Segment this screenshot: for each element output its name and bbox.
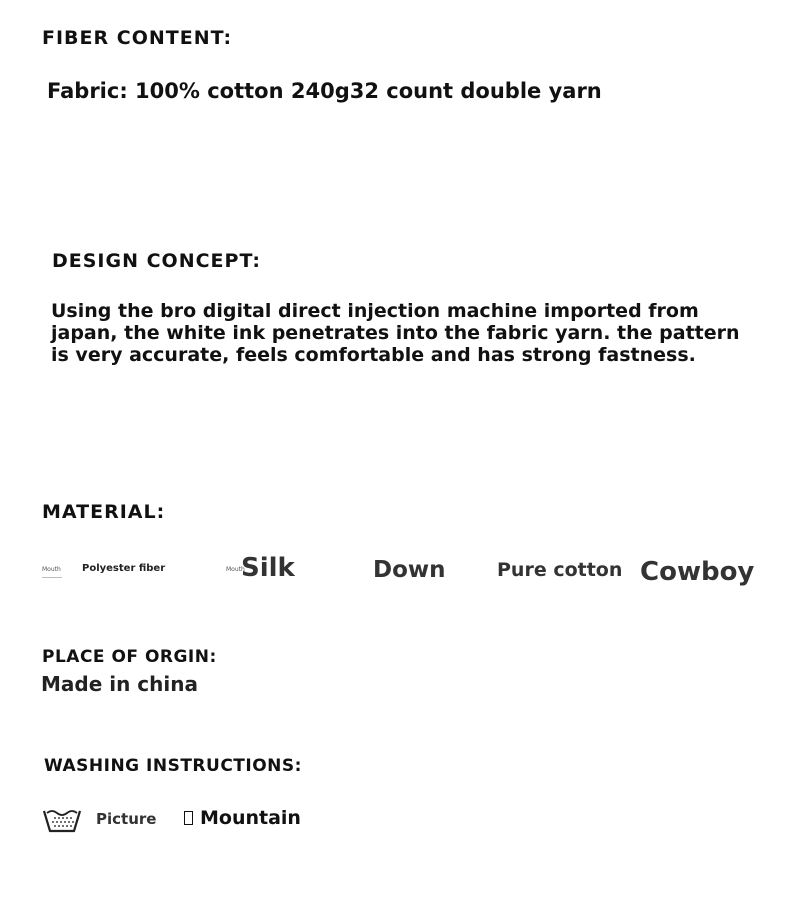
material-heading: MATERIAL: [42, 501, 166, 523]
design-concept-heading: DESIGN CONCEPT: [52, 250, 261, 272]
material-item-polyester: Polyester fiber [82, 563, 166, 574]
material-item-silk: Silk [241, 553, 295, 583]
place-of-origin-heading: PLACE OF ORGIN: [42, 647, 217, 667]
material-tag-mouth: Mouth [42, 566, 61, 573]
place-of-origin-text: Made in china [41, 672, 198, 696]
fiber-content-heading: FIBER CONTENT: [42, 27, 233, 49]
material-tag-mouth: Mouth [226, 566, 245, 573]
design-concept-text: Using the bro digital direct injection machine imported from japan, the white ink penetrates into the fabric yarn. the pattern is very accurate, feels comfortable and has strong fastness. [51, 300, 740, 366]
hand-wash-basin-icon [43, 806, 81, 833]
washing-instructions-heading: WASHING INSTRUCTIONS: [44, 756, 302, 776]
washing-picture-label: Picture [96, 810, 157, 828]
fiber-content-text: Fabric: 100% cotton 240g32 count double yarn [47, 79, 602, 103]
material-item-pure-cotton: Pure cotton [497, 559, 623, 581]
material-tag-underline [42, 577, 62, 578]
washing-mountain-label: Mountain [200, 807, 301, 829]
material-item-cowboy: Cowboy [640, 557, 755, 587]
missing-glyph-icon [184, 811, 193, 825]
material-item-down: Down [373, 557, 446, 583]
